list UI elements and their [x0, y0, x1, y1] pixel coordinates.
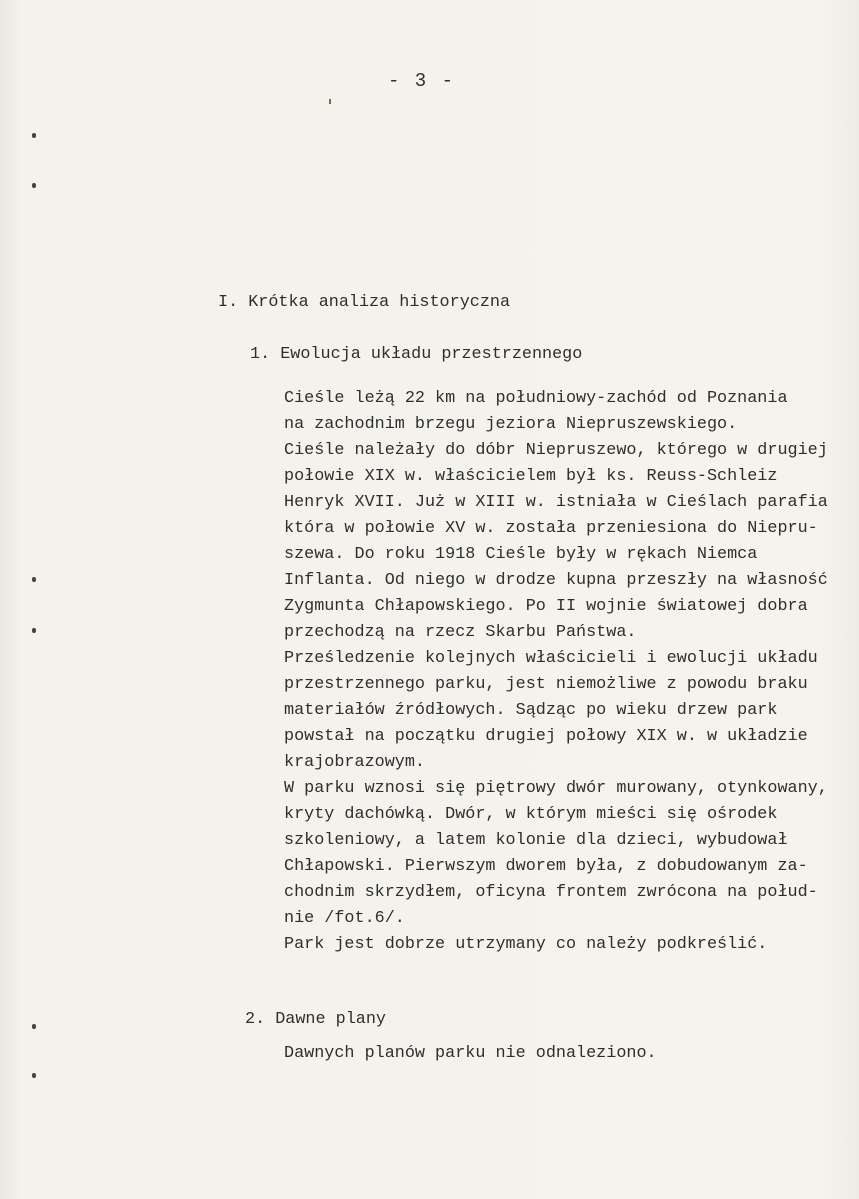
subsection-heading-2: 2. Dawne plany [245, 1010, 386, 1029]
punch-hole-mark [32, 133, 36, 138]
text-line: krajobrazowym. [284, 753, 425, 772]
page-number: - 3 - [388, 70, 456, 92]
subsection-body-2 [284, 1041, 657, 1067]
text-line: Park jest dobrze utrzymany co należy podkreślić. [284, 935, 768, 954]
subsection-heading-1: 1. Ewolucja układu przestrzennego [250, 345, 583, 364]
subsection-body-1 [284, 386, 828, 958]
text-line: na zachodnim brzegu jeziora Niepruszewskiego. [284, 415, 738, 434]
text-line: Cieśle należały do dóbr Niepruszewo, którego w drugiej [284, 441, 828, 460]
text-line: Inflanta. Od niego w drodze kupna przeszły na własność [284, 571, 828, 590]
text-line: szewa. Do roku 1918 Cieśle były w rękach Niemca [284, 545, 758, 564]
punch-hole-mark [32, 1073, 36, 1078]
text-line: przechodzą na rzecz Skarbu Państwa. [284, 623, 637, 642]
text-line: Zygmunta Chłapowskiego. Po II wojnie światowej dobra [284, 597, 808, 616]
text-line: Prześledzenie kolejnych właścicieli i ewolucji układu [284, 649, 818, 668]
text-line: W parku wznosi się piętrowy dwór murowany, otynkowany, [284, 779, 828, 798]
punch-hole-mark [32, 577, 36, 582]
text-line: Chłapowski. Pierwszym dworem była, z dobudowanym za- [284, 857, 808, 876]
section-title: I. Krótka analiza historyczna [218, 293, 511, 312]
text-line: materiałów źródłowych. Sądząc po wieku drzew park [284, 701, 778, 720]
punch-hole-mark [32, 628, 36, 633]
text-line: szkoleniowy, a latem kolonie dla dzieci, wybudował [284, 831, 788, 850]
text-line: Cieśle leżą 22 km na południowy-zachód od Poznania [284, 389, 788, 408]
text-line: chodnim skrzydłem, oficyna frontem zwrócona na połud- [284, 883, 818, 902]
ink-speck [329, 99, 331, 104]
text-line: przestrzennego parku, jest niemożliwe z powodu braku [284, 675, 808, 694]
text-line: która w połowie XV w. została przeniesiona do Niepru- [284, 519, 818, 538]
punch-hole-mark [32, 1024, 36, 1029]
text-line: powstał na początku drugiej połowy XIX w. w układzie [284, 727, 808, 746]
punch-hole-mark [32, 183, 36, 188]
text-line: Dawnych planów parku nie odnaleziono. [284, 1044, 657, 1063]
text-line: kryty dachówką. Dwór, w którym mieści się ośrodek [284, 805, 778, 824]
text-line: nie /fot.6/. [284, 909, 405, 928]
text-line: Henryk XVII. Już w XIII w. istniała w Cieślach parafia [284, 493, 828, 512]
text-line: połowie XIX w. właścicielem był ks. Reuss-Schleiz [284, 467, 778, 486]
